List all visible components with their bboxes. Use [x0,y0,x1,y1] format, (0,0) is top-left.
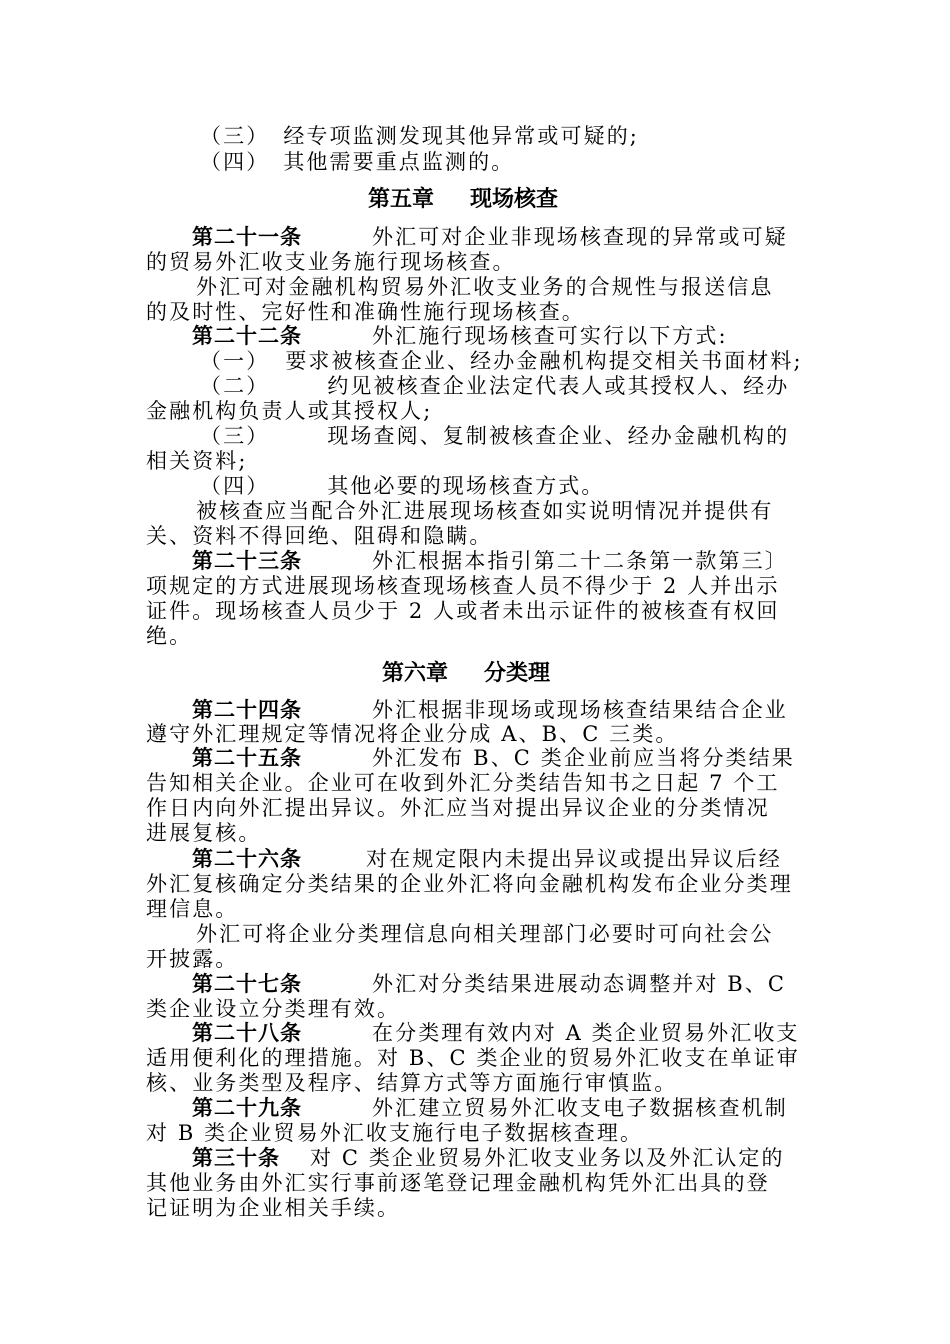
chapter-heading [382,660,550,688]
article-line [192,847,782,871]
article-line: 理信息。 [146,897,239,921]
article-line: 金融机构负责人或其授权人; [146,399,433,423]
article-text: 外汇根据本指引第二十二条第一款第三〕 [372,549,788,573]
article-line: 遵守外汇理规定等情况将企业分成 A、B、C 三类。 [146,722,679,746]
item-text: 其他需要重点监测的。 [283,150,515,174]
chapter-title: 现场核查 [470,187,559,212]
list-item [200,374,789,398]
article-line: 其他业务由外汇实行事前逐笔登记理金融机构凭外汇出具的登 [146,1171,770,1195]
item-number: （三） [200,424,270,448]
article-text: 外汇可对企业非现场核查现的异常或可疑 [372,225,788,249]
chapter-heading [368,186,558,214]
article-line: 对 B 类企业贸易外汇收支施行电子数据核查理。 [146,1121,644,1145]
article-line: 相关资料; [146,449,248,473]
article-line: 外汇可将企业分类理信息向相关理部门必要时可向社会公 [196,922,774,946]
article-text: 外汇对分类结果进展动态调整并对 B、C [372,972,787,996]
article-text: 外汇发布 B、C 类企业前应当将分类结果 [372,746,795,770]
article-line [192,549,788,573]
list-item [200,349,803,373]
article-text: 外汇根据非现场或现场核查结果结合企业 [372,698,788,722]
article-line: 关、资料不得回绝、阻碍和隐瞒。 [146,524,493,548]
article-line: 适用便利化的理措施。对 B、C 类企业的贸易外汇收支在单证审 [146,1046,800,1070]
article-line: 外汇可对金融机构贸易外汇收支业务的合规性与报送信息 [196,275,774,299]
item-text: 经专项监测发现其他异常或可疑的; [283,124,639,148]
article-line: 核、业务类型及程序、结算方式等方面施行审慎监。 [146,1071,678,1095]
article-line: 告知相关企业。企业可在收到外汇分类结告知书之日起 7 个工 [146,771,780,795]
item-number: （三） [200,124,270,148]
item-text: 要求被核查企业、经办金融机构提交相关书面材料; [285,349,803,373]
article-number: 第二十一条 [192,225,302,249]
article-number: 第二十二条 [192,324,302,348]
article-line [192,972,786,996]
article-line: 外汇复核确定分类结果的企业外汇将向金融机构发布企业分类理 [146,872,793,896]
list-item [200,424,789,448]
article-number: 第二十四条 [192,698,302,722]
article-line: 项规定的方式进展现场核查现场核查人员不得少于 2 人并出示 [146,574,780,598]
article-line [192,1021,800,1045]
article-line: 进展复核。 [146,821,262,845]
list-item [200,124,639,148]
article-text: 对 C 类企业贸易外汇收支业务以及外汇认定的 [310,1146,785,1170]
article-number: 第二十五条 [192,746,302,770]
item-number: （二） [200,374,270,398]
list-item [200,474,605,498]
article-text: 在分类理有效内对 A 类企业贸易外汇收支 [372,1021,800,1045]
article-number: 第二十三条 [192,549,302,573]
chapter-label: 第六章 [382,661,449,686]
article-line: 的及时性、完好性和准确性施行现场核查。 [146,300,585,324]
article-text: 外汇建立贸易外汇收支电子数据核查机制 [372,1096,788,1120]
article-text: 外汇施行现场核查可实行以下方式: [372,324,728,348]
article-line: 绝。 [146,624,193,648]
article-line: 记证明为企业相关手续。 [146,1196,401,1220]
article-line: 类企业设立分类理有效。 [146,997,401,1021]
chapter-title: 分类理 [484,661,551,686]
article-line [192,1146,785,1170]
item-number: （一） [200,349,270,373]
article-number: 第三十条 [192,1146,280,1170]
item-text: 约见被核查企业法定代表人或其授权人、经办 [327,374,790,398]
article-line [192,1096,788,1120]
item-text: 现场查阅、复制被核查企业、经办金融机构的 [327,424,790,448]
article-line [192,698,788,722]
article-line [192,225,788,249]
list-item [200,150,514,174]
article-line: 的贸易外汇收支业务施行现场核查。 [146,250,516,274]
item-number: （四） [200,474,270,498]
chapter-label: 第五章 [368,187,435,212]
article-number: 第二十八条 [192,1021,302,1045]
article-number: 第二十七条 [192,972,302,996]
article-text: 对在规定限内未提出异议或提出异议后经 [366,847,782,871]
article-line [192,324,728,348]
item-number: （四） [200,150,270,174]
article-line [192,746,795,770]
article-line: 证件。现场核查人员少于 2 人或者未出示证件的被核查有权回 [146,599,780,623]
article-number: 第二十九条 [192,1096,302,1120]
article-line: 被核查应当配合外汇进展现场核查如实说明情况并提供有 [196,499,774,523]
article-line: 作日内向外汇提出异议。外汇应当对提出异议企业的分类情况 [146,796,770,820]
article-line: 开披露。 [146,947,239,971]
item-text: 其他必要的现场核查方式。 [327,474,605,498]
article-number: 第二十六条 [192,847,302,871]
